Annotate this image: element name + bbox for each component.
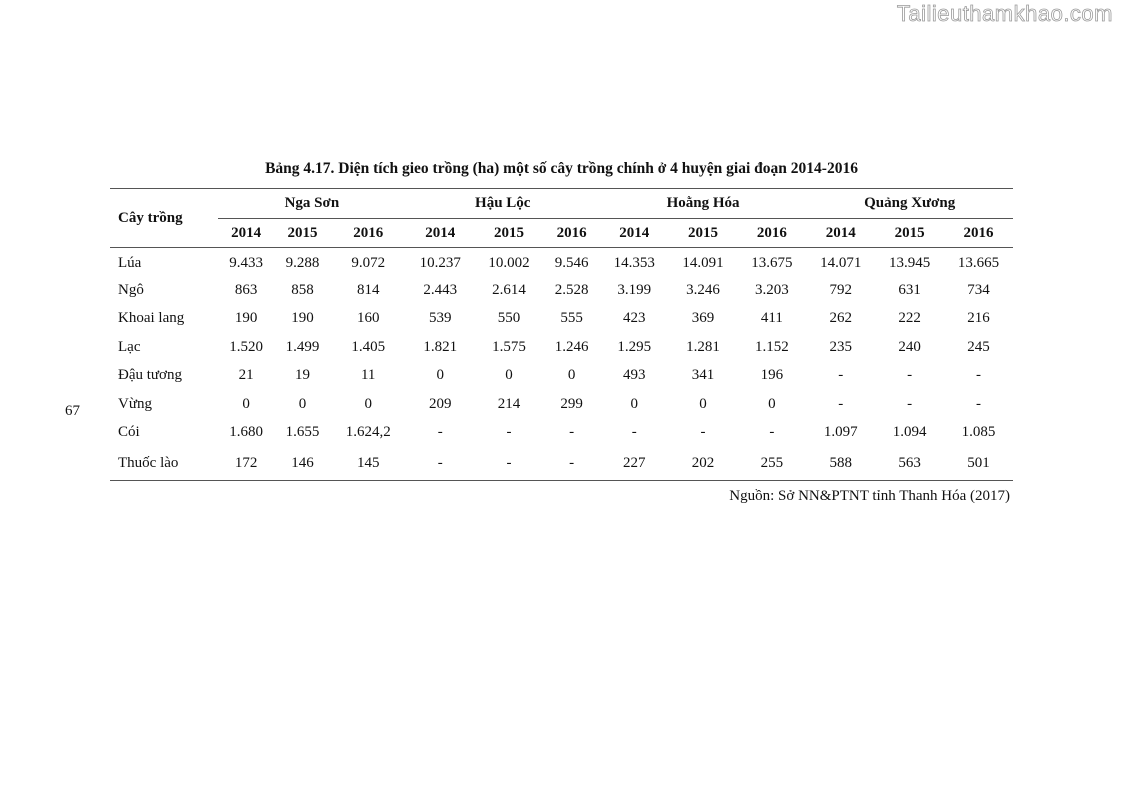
table-caption: Bảng 4.17. Diện tích gieo trồng (ha) một số cây trồng chính ở 4 huyện giai đoạn 2014-2016 (265, 160, 858, 177)
table-cell: 216 (967, 310, 990, 327)
table-cell: 369 (691, 310, 715, 327)
table-cell: 2.443 (423, 281, 458, 298)
table-cell: - (569, 454, 575, 471)
table-cell: 13.665 (957, 254, 1000, 271)
table-cell: 209 (428, 395, 452, 412)
table-cell: 146 (291, 454, 314, 471)
table-cell: 2.614 (492, 281, 526, 298)
year-header: 2014 (425, 224, 456, 241)
year-header: 2014 (825, 224, 856, 241)
table-cell: 1.520 (229, 338, 264, 355)
table-cell: 0 (699, 395, 707, 412)
table-cell: 190 (234, 310, 258, 327)
table-cell: 172 (234, 454, 258, 471)
table-cell: 1.295 (617, 338, 652, 355)
table-cell: - (700, 424, 706, 441)
crop-name: Lúa (118, 254, 142, 271)
table-row (110, 447, 1013, 480)
crop-name: Thuốc lào (118, 454, 179, 471)
table-cell: 11 (360, 367, 376, 384)
table-cell: 14.353 (613, 254, 655, 271)
table-cell: 550 (497, 310, 521, 327)
table-cell: 0 (242, 395, 250, 412)
table-cell: 2.528 (554, 281, 589, 298)
table-cell: - (976, 367, 981, 384)
table-cell: 588 (829, 454, 852, 471)
table-cell: - (838, 367, 844, 384)
table-cell: - (506, 454, 512, 471)
table-cell: 235 (829, 338, 852, 355)
table-cell: 1.680 (229, 424, 264, 441)
table-row (110, 333, 1013, 362)
table-cell: 863 (234, 281, 258, 298)
table-cell: 10.002 (488, 254, 530, 271)
table-cell: - (907, 395, 913, 412)
table-cell: 222 (898, 310, 921, 327)
table-cell: 1.624,2 (345, 424, 391, 441)
table-cell: 21 (238, 367, 254, 384)
table-cell: 1.821 (423, 338, 458, 355)
table-cell: 0 (768, 395, 776, 412)
table-cell: 814 (356, 281, 380, 298)
table-cell: 160 (356, 310, 380, 327)
year-header: 2015 (894, 224, 925, 241)
table-cell: 734 (967, 281, 990, 298)
table-body (110, 248, 1013, 481)
table-cell: 1.094 (892, 424, 927, 441)
table-cell: 411 (760, 310, 783, 327)
table-cell: 3.203 (755, 281, 789, 298)
table-cell: - (437, 454, 443, 471)
year-header: 2016 (353, 224, 384, 241)
table-cell: 493 (622, 367, 646, 384)
year-header: 2016 (963, 224, 994, 241)
table-cell: 0 (630, 395, 638, 412)
table-cell: 9.072 (351, 254, 386, 271)
group-header-quang-xuong: Quảng Xương (806, 189, 1013, 219)
row-header: Cây trồng (118, 209, 183, 226)
group-header-hau-loc: Hậu Lộc (406, 189, 600, 219)
table-cell: 145 (356, 454, 380, 471)
table-cell: 14.091 (682, 254, 724, 271)
table-cell: 539 (428, 310, 452, 327)
table-cell: - (769, 424, 775, 441)
table-cell: 10.237 (419, 254, 461, 271)
table-cell: 202 (691, 454, 715, 471)
table-cell: 858 (291, 281, 314, 298)
table-row (110, 248, 1013, 277)
table-cell: 1.655 (285, 424, 320, 441)
table-cell: 196 (760, 367, 784, 384)
table-cell: 227 (622, 454, 646, 471)
year-header: 2016 (756, 224, 787, 241)
table-cell: 9.288 (285, 254, 320, 271)
table-cell: 563 (898, 454, 921, 471)
table-cell: - (838, 395, 844, 412)
crop-name: Cói (118, 424, 140, 441)
table-cell: - (631, 424, 637, 441)
table-cell: 9.433 (229, 254, 264, 271)
table-row (110, 419, 1013, 448)
table-row (110, 362, 1013, 391)
table-cell: 299 (560, 395, 583, 412)
table-cell: 0 (364, 395, 372, 412)
table-cell: 792 (829, 281, 852, 298)
table-row (110, 305, 1013, 334)
table-cell: 255 (760, 454, 784, 471)
table-cell: 1.575 (492, 338, 526, 355)
table-cell: 13.945 (888, 254, 931, 271)
year-header: 2015 (494, 224, 525, 241)
table-cell: - (569, 424, 575, 441)
table-cell: 423 (622, 310, 646, 327)
crop-name: Ngô (118, 281, 144, 298)
table-cell: 240 (898, 338, 921, 355)
table-cell: - (437, 424, 443, 441)
table-cell: 1.499 (285, 338, 320, 355)
table-cell: 1.405 (351, 338, 386, 355)
crop-name: Đậu tương (118, 367, 182, 384)
table-cell: - (907, 367, 913, 384)
table-cell: 262 (829, 310, 852, 327)
table-cell: 14.071 (820, 254, 862, 271)
table-cell: 1.281 (686, 338, 720, 355)
table-cell: 555 (560, 310, 583, 327)
table-cell: - (976, 395, 981, 412)
table-row (110, 276, 1013, 305)
table-cell: 0 (505, 367, 513, 384)
year-header-row (110, 219, 1013, 248)
crop-name: Vừng (118, 395, 152, 412)
table-cell: 0 (298, 395, 307, 412)
table-cell: 1.097 (823, 424, 858, 441)
table-cell: 341 (691, 367, 715, 384)
source-note: Nguồn: Sở NN&PTNT tỉnh Thanh Hóa (2017) (729, 488, 1010, 504)
table-cell: - (506, 424, 512, 441)
table-cell: 9.546 (554, 254, 589, 271)
year-header: 2014 (619, 224, 650, 241)
year-header: 2015 (688, 224, 719, 241)
table-cell: 13.675 (751, 254, 793, 271)
group-header-nga-son: Nga Sơn (218, 189, 406, 219)
table-cell: 1.085 (961, 424, 996, 441)
crop-name: Lạc (118, 338, 141, 355)
table-cell: 1.152 (755, 338, 789, 355)
table-cell: 501 (967, 454, 990, 471)
year-header: 2016 (556, 224, 587, 241)
group-header-hoang-hoa: Hoằng Hóa (600, 189, 807, 219)
year-header: 2014 (231, 224, 262, 241)
table-cell: 631 (898, 281, 921, 298)
table-cell: 214 (497, 395, 521, 412)
table-cell: 190 (291, 310, 314, 327)
table-cell: 1.246 (554, 338, 589, 355)
page-number: 67 (65, 403, 80, 419)
table-cell: 245 (967, 338, 990, 355)
crop-area-table (110, 188, 1013, 481)
table-cell: 3.199 (617, 281, 652, 298)
table-cell: 3.246 (686, 281, 720, 298)
table-cell: 0 (567, 367, 576, 384)
year-header: 2015 (287, 224, 318, 241)
table-cell: 19 (294, 367, 310, 384)
crop-name: Khoai lang (118, 310, 185, 327)
watermark: Tailieuthamkhao.com (896, 1, 1113, 26)
table-cell: 0 (436, 367, 444, 384)
table-row (110, 390, 1013, 419)
